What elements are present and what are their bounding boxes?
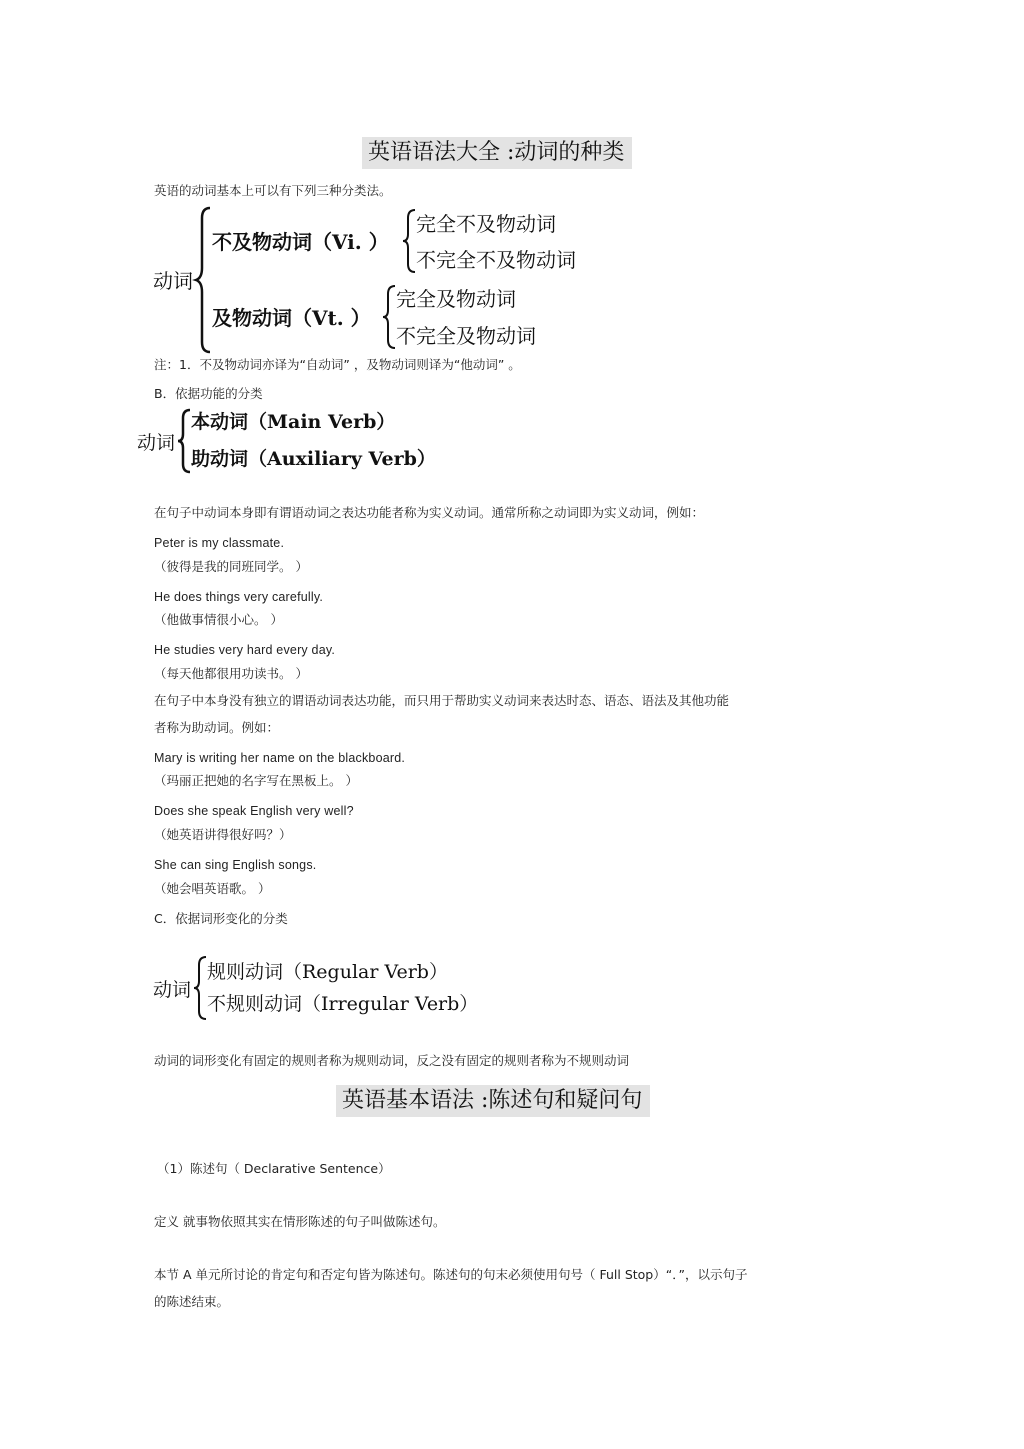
vi-child-1: 完全不及物动词: [416, 212, 556, 236]
declarative-definition: 定义 就事物依照其实在情形陈述的句子叫做陈述句。: [154, 1214, 446, 1229]
section-b-heading: B．依据功能的分类: [154, 386, 263, 401]
regular-verb-label: 规则动词（Regular Verb）: [207, 961, 448, 983]
brace-b-icon: [178, 408, 192, 474]
example-zh: （他做事情很小心。 ）: [154, 612, 283, 627]
example-zh: （每天他都很用功读书。 ）: [154, 666, 308, 681]
note-text: 注：1．不及物动词亦译为“自动词” ，及物动词则译为“他动词” 。: [154, 357, 521, 372]
example-en: Peter is my classmate.: [154, 536, 285, 550]
auxiliary-verb-label: 助动词（Auxiliary Verb）: [191, 448, 436, 470]
diagram-root-label: 动词: [153, 269, 193, 293]
example-zh: （彼得是我的同班同学。 ）: [154, 559, 308, 574]
irregular-verb-label: 不规则动词（Irregular Verb）: [207, 993, 479, 1015]
main-verb-definition: 在句子中动词本身即有谓语动词之表达功能者称为实义动词。通常所称之动词即为实义动词，例如：: [154, 505, 705, 520]
aux-definition-line-1: 在句子中本身没有独立的谓语动词表达功能，而只用于帮助实义动词来表达时态、语态、语法及其他功能: [154, 693, 730, 708]
vt-brace-icon: [383, 284, 397, 350]
diagram-c-root: 动词: [153, 979, 192, 1001]
vi-label: 不及物动词（Vi. ）: [212, 230, 389, 254]
form-definition: 动词的词形变化有固定的规则者称为规则动词，反之没有固定的规则者称为不规则动词: [154, 1053, 630, 1068]
example-en: He does things very carefully.: [154, 590, 324, 604]
vt-label: 及物动词（Vt. ）: [212, 306, 371, 330]
vi-child-2: 不完全不及物动词: [416, 248, 576, 272]
intro-text: 英语的动词基本上可以有下列三种分类法。: [154, 183, 392, 198]
aux-definition-line-2: 者称为助动词。例如：: [154, 720, 280, 735]
page-title: 英语语法大全 :动词的种类: [362, 137, 632, 169]
vt-child-1: 完全及物动词: [396, 287, 516, 311]
example-en: He studies very hard every day.: [154, 643, 336, 657]
declarative-text-line-1: 本节 A 单元所讨论的肯定句和否定句皆为陈述句。陈述句的句末必须使用句号（ Full Stop）“．”，以示句子: [154, 1267, 748, 1282]
example-zh: （她会唱英语歌。 ）: [154, 881, 271, 896]
example-en: Does she speak English very well?: [154, 804, 354, 818]
example-en: Mary is writing her name on the blackboard.: [154, 751, 406, 765]
vt-child-2: 不完全及物动词: [396, 324, 536, 348]
example-en: She can sing English songs.: [154, 858, 317, 872]
diagram-b-root: 动词: [137, 432, 176, 454]
vi-brace-icon: [403, 208, 417, 274]
declarative-text-line-2: 的陈述结束。: [154, 1294, 230, 1309]
brace-c-icon: [194, 955, 208, 1021]
declarative-heading: （1）陈述句（ Declarative Sentence）: [157, 1161, 391, 1176]
section-title: 英语基本语法 :陈述句和疑问句: [336, 1085, 650, 1117]
main-verb-label: 本动词（Main Verb）: [191, 411, 396, 433]
example-zh: （她英语讲得很好吗？）: [154, 827, 292, 842]
example-zh: （玛丽正把她的名字写在黑板上。 ）: [154, 773, 358, 788]
section-c-heading: C．依据词形变化的分类: [154, 911, 288, 926]
